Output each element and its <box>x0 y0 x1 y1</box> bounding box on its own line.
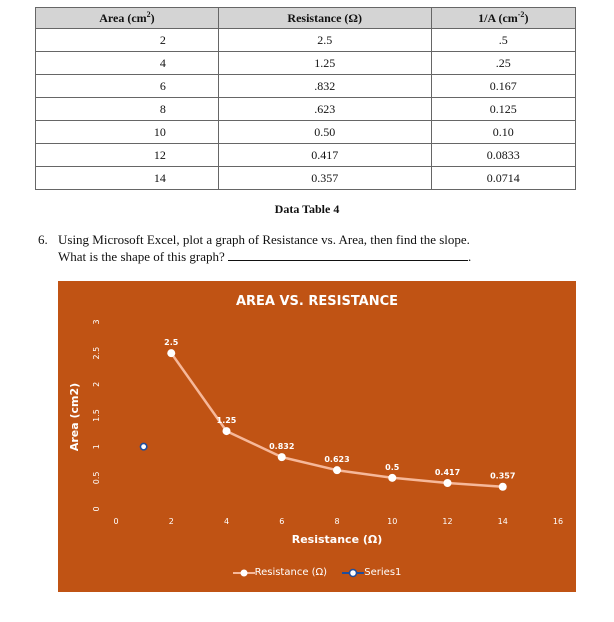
legend-item-series1 <box>342 567 401 578</box>
y-tick-label: 0 <box>92 506 101 512</box>
cell-inverse-area: 0.0714 <box>431 167 575 190</box>
x-tick-label: 6 <box>279 517 285 526</box>
question-line-1: Using Microsoft Excel, plot a graph of Resistance vs. Area, then find the slope. <box>58 232 470 247</box>
cell-inverse-area: 0.125 <box>431 98 575 121</box>
data-point-resistance <box>444 479 452 487</box>
table-row <box>36 29 576 52</box>
cell-inverse-area: .5 <box>431 29 575 52</box>
table-row <box>36 144 576 167</box>
y-tick-label: 2 <box>92 381 101 387</box>
header-inverse-area: 1/A $(cm^{-2})$ <box>431 8 575 29</box>
legend-marker-resistance-icon <box>233 568 255 578</box>
cell-area: 2 <box>36 29 219 52</box>
data-point-series1 <box>140 443 146 449</box>
table-row <box>36 121 576 144</box>
data-label: 0.357 <box>490 471 516 481</box>
table-header-row <box>36 8 576 29</box>
data-table <box>35 7 576 190</box>
x-tick-label: 4 <box>223 517 230 526</box>
table-row <box>36 167 576 190</box>
data-point-resistance <box>499 483 507 491</box>
cell-inverse-area: .25 <box>431 52 575 75</box>
data-label: 0.832 <box>269 442 295 452</box>
cell-resistance: 0.357 <box>218 167 431 190</box>
header-resistance: Resistance (Ω) <box>218 8 431 29</box>
cell-area: 8 <box>36 98 219 121</box>
cell-resistance: 1.25 <box>218 52 431 75</box>
data-label: 1.25 <box>216 416 237 426</box>
data-label: 0.417 <box>434 468 461 478</box>
cell-resistance: .832 <box>218 75 431 98</box>
data-point-resistance <box>223 427 231 435</box>
cell-area: 6 <box>36 75 219 98</box>
question-line-2 <box>58 248 471 265</box>
y-tick-label: 3 <box>92 319 101 325</box>
y-tick-label: 2.5 <box>92 346 101 360</box>
table-row <box>36 75 576 98</box>
cell-resistance: 2.5 <box>218 29 431 52</box>
table-row <box>36 98 576 121</box>
cell-resistance: 0.50 <box>218 121 431 144</box>
cell-inverse-area: 0.10 <box>431 121 575 144</box>
data-label: 0.623 <box>324 455 350 465</box>
legend-marker-series1-icon <box>342 568 364 578</box>
question-line-2-end: . <box>468 249 472 264</box>
table-caption: Data Table 4 <box>274 202 340 216</box>
question-number: 6. <box>38 232 48 247</box>
legend-label-resistance: Resistance (Ω) <box>254 567 328 578</box>
x-tick-label: 16 <box>552 517 564 526</box>
x-tick-label: 12 <box>442 517 453 526</box>
data-label: 0.5 <box>385 462 400 472</box>
data-point-resistance <box>167 349 175 357</box>
x-tick-label: 8 <box>334 517 340 526</box>
x-tick-label: 14 <box>497 517 508 526</box>
cell-area: 14 <box>36 167 219 190</box>
chart-panel <box>58 281 576 592</box>
legend-label-series1: Series1 <box>364 567 402 578</box>
cell-area: 12 <box>36 144 219 167</box>
question-line-2-text: What is the shape of this graph? <box>58 249 225 264</box>
table-row <box>36 52 576 75</box>
data-point-resistance <box>333 466 341 474</box>
chart-title: AREA VS. RESISTANCE <box>235 294 399 309</box>
cell-resistance: .623 <box>218 98 431 121</box>
cell-area: 10 <box>36 121 219 144</box>
legend-item-resistance <box>233 567 328 578</box>
y-tick-label: 1 <box>92 444 101 450</box>
chart-svg <box>58 281 576 592</box>
x-tick-label: 2 <box>168 517 174 526</box>
data-label: 2.5 <box>164 338 179 348</box>
header-area: Area $(cm^2)$ <box>36 8 219 29</box>
cell-inverse-area: 0.167 <box>431 75 575 98</box>
data-point-resistance <box>278 453 286 461</box>
x-tick-label: 0 <box>113 517 119 526</box>
x-tick-label: 10 <box>387 517 398 526</box>
y-axis-label: Area (cm2) <box>68 382 81 452</box>
cell-inverse-area: 0.0833 <box>431 144 575 167</box>
data-point-resistance <box>388 474 396 482</box>
x-axis-label: Resistance (Ω) <box>291 533 383 546</box>
y-tick-label: 0.5 <box>92 471 101 485</box>
answer-blank[interactable] <box>228 248 468 261</box>
cell-area: 4 <box>36 52 219 75</box>
cell-resistance: 0.417 <box>218 144 431 167</box>
y-tick-label: 1.5 <box>92 409 101 422</box>
chart-legend <box>58 567 576 581</box>
